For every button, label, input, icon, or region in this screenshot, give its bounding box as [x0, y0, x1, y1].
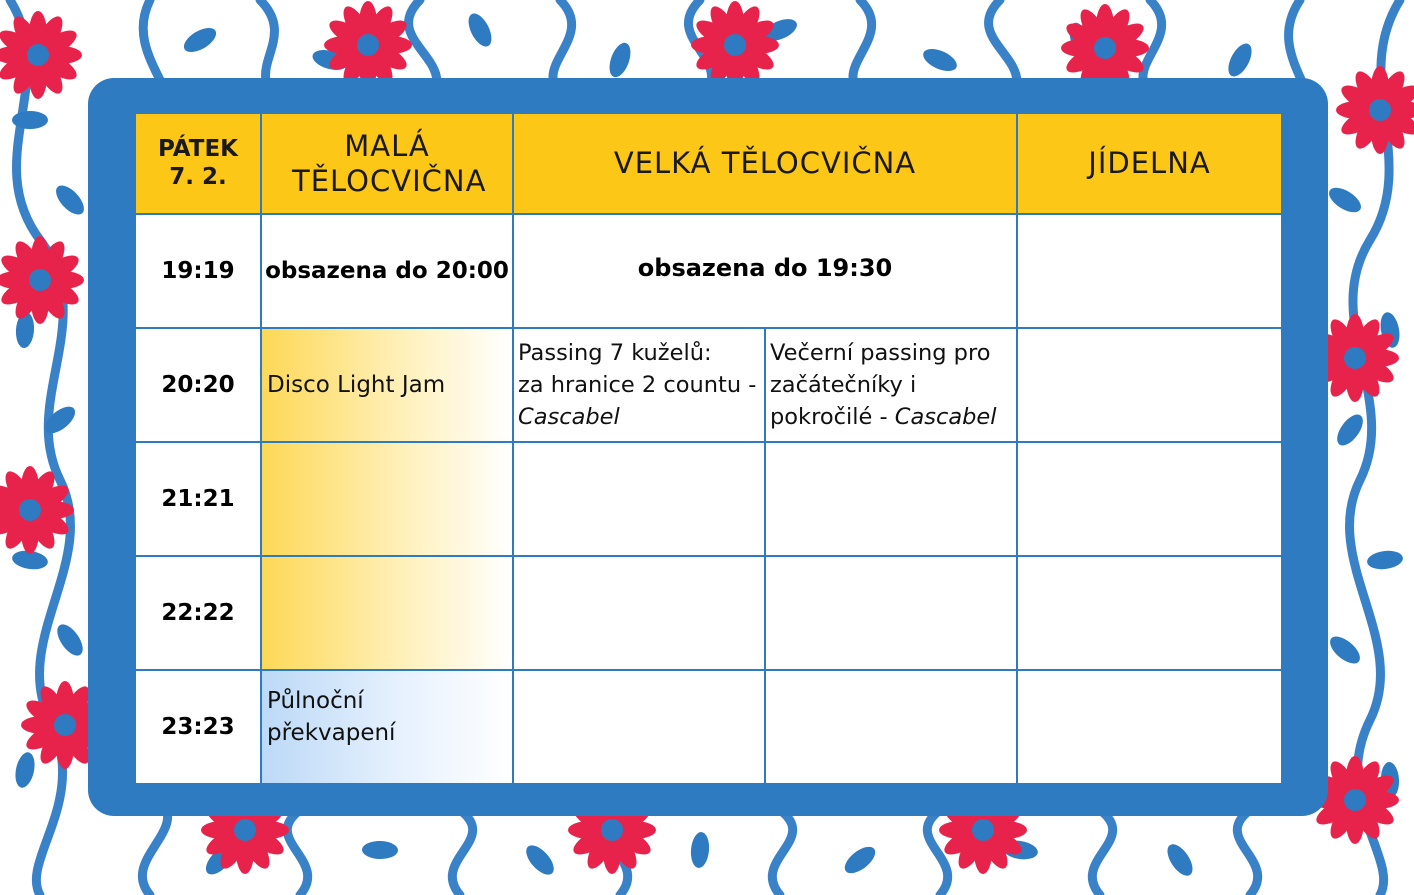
leaf	[52, 620, 87, 660]
event-line: Passing 7 kuželů:	[518, 340, 712, 366]
event-line: pokročilé -	[770, 404, 888, 430]
time-cell: 22:22	[135, 556, 261, 670]
vine-stem	[927, 810, 947, 895]
date-label: 7. 2.	[169, 163, 227, 190]
leaf	[51, 181, 89, 220]
column-header-big-gym: VELKÁ TĚLOCVIČNA	[513, 113, 1017, 214]
big-gym-occupied: obsazena do 19:30	[513, 214, 1017, 328]
event-author: Cascabel	[518, 404, 620, 430]
leaf	[920, 44, 960, 75]
flower	[0, 236, 84, 324]
event-author: Cascabel	[894, 404, 997, 430]
flower	[324, 1, 412, 89]
vine-stem	[287, 810, 307, 895]
leaf	[1325, 183, 1365, 217]
vine-stem	[772, 810, 792, 895]
small-gym-occupied: obsazena do 20:00	[261, 214, 513, 328]
event-line: Půlnoční	[267, 688, 364, 714]
schedule-table	[134, 112, 1283, 785]
table-row	[135, 214, 1282, 328]
flower	[0, 11, 82, 99]
dining-cell	[1017, 214, 1282, 328]
day-label: PÁTEK	[158, 135, 238, 162]
dining-cell	[1017, 556, 1282, 670]
table-row	[135, 670, 1282, 784]
event-passing-7-clubs	[513, 328, 765, 442]
table-row	[135, 442, 1282, 556]
dining-cell	[1017, 328, 1282, 442]
empty-cell	[765, 556, 1017, 670]
leaf	[605, 40, 634, 80]
leaf	[689, 831, 710, 868]
leaf	[362, 841, 398, 860]
leaf	[12, 111, 48, 129]
event-line: začátečníky i	[770, 372, 917, 398]
leaf	[1224, 40, 1257, 80]
leaf	[12, 751, 37, 790]
leaf	[1162, 840, 1197, 880]
header-row	[135, 113, 1282, 214]
time-cell: 20:20	[135, 328, 261, 442]
leaf	[1325, 632, 1364, 669]
leaf	[1332, 410, 1368, 450]
time-cell: 23:23	[135, 670, 261, 784]
vine-stem	[452, 810, 472, 895]
event-line: překvapení	[267, 720, 396, 746]
leaf	[1366, 549, 1404, 571]
time-cell: 21:21	[135, 442, 261, 556]
empty-cell	[513, 556, 765, 670]
table-row	[135, 556, 1282, 670]
vine-stem	[1237, 810, 1257, 895]
flower	[1336, 66, 1414, 154]
event-midnight-surprise	[261, 670, 513, 784]
leaf	[521, 841, 558, 880]
event-disco-continued	[261, 442, 513, 556]
event-line: Večerní passing pro	[770, 340, 991, 366]
dining-cell	[1017, 670, 1282, 784]
leaf	[464, 10, 496, 50]
column-header-small-gym: MALÁ TĚLOCVIČNA	[261, 113, 513, 214]
event-evening-passing	[765, 328, 1017, 442]
empty-cell	[513, 670, 765, 784]
table-row	[135, 328, 1282, 442]
event-disco-continued	[261, 556, 513, 670]
empty-cell	[765, 670, 1017, 784]
empty-cell	[765, 442, 1017, 556]
vine-stem	[1092, 810, 1112, 895]
event-line: za hranice 2 countu -	[518, 372, 757, 398]
time-cell: 19:19	[135, 214, 261, 328]
dining-cell	[1017, 442, 1282, 556]
day-header	[135, 113, 261, 214]
column-header-dining: JÍDELNA	[1017, 113, 1282, 214]
empty-cell	[513, 442, 765, 556]
leaf	[180, 23, 220, 57]
event-disco-light-jam: Disco Light Jam	[261, 328, 513, 442]
leaf	[840, 842, 879, 878]
flower	[691, 1, 779, 89]
